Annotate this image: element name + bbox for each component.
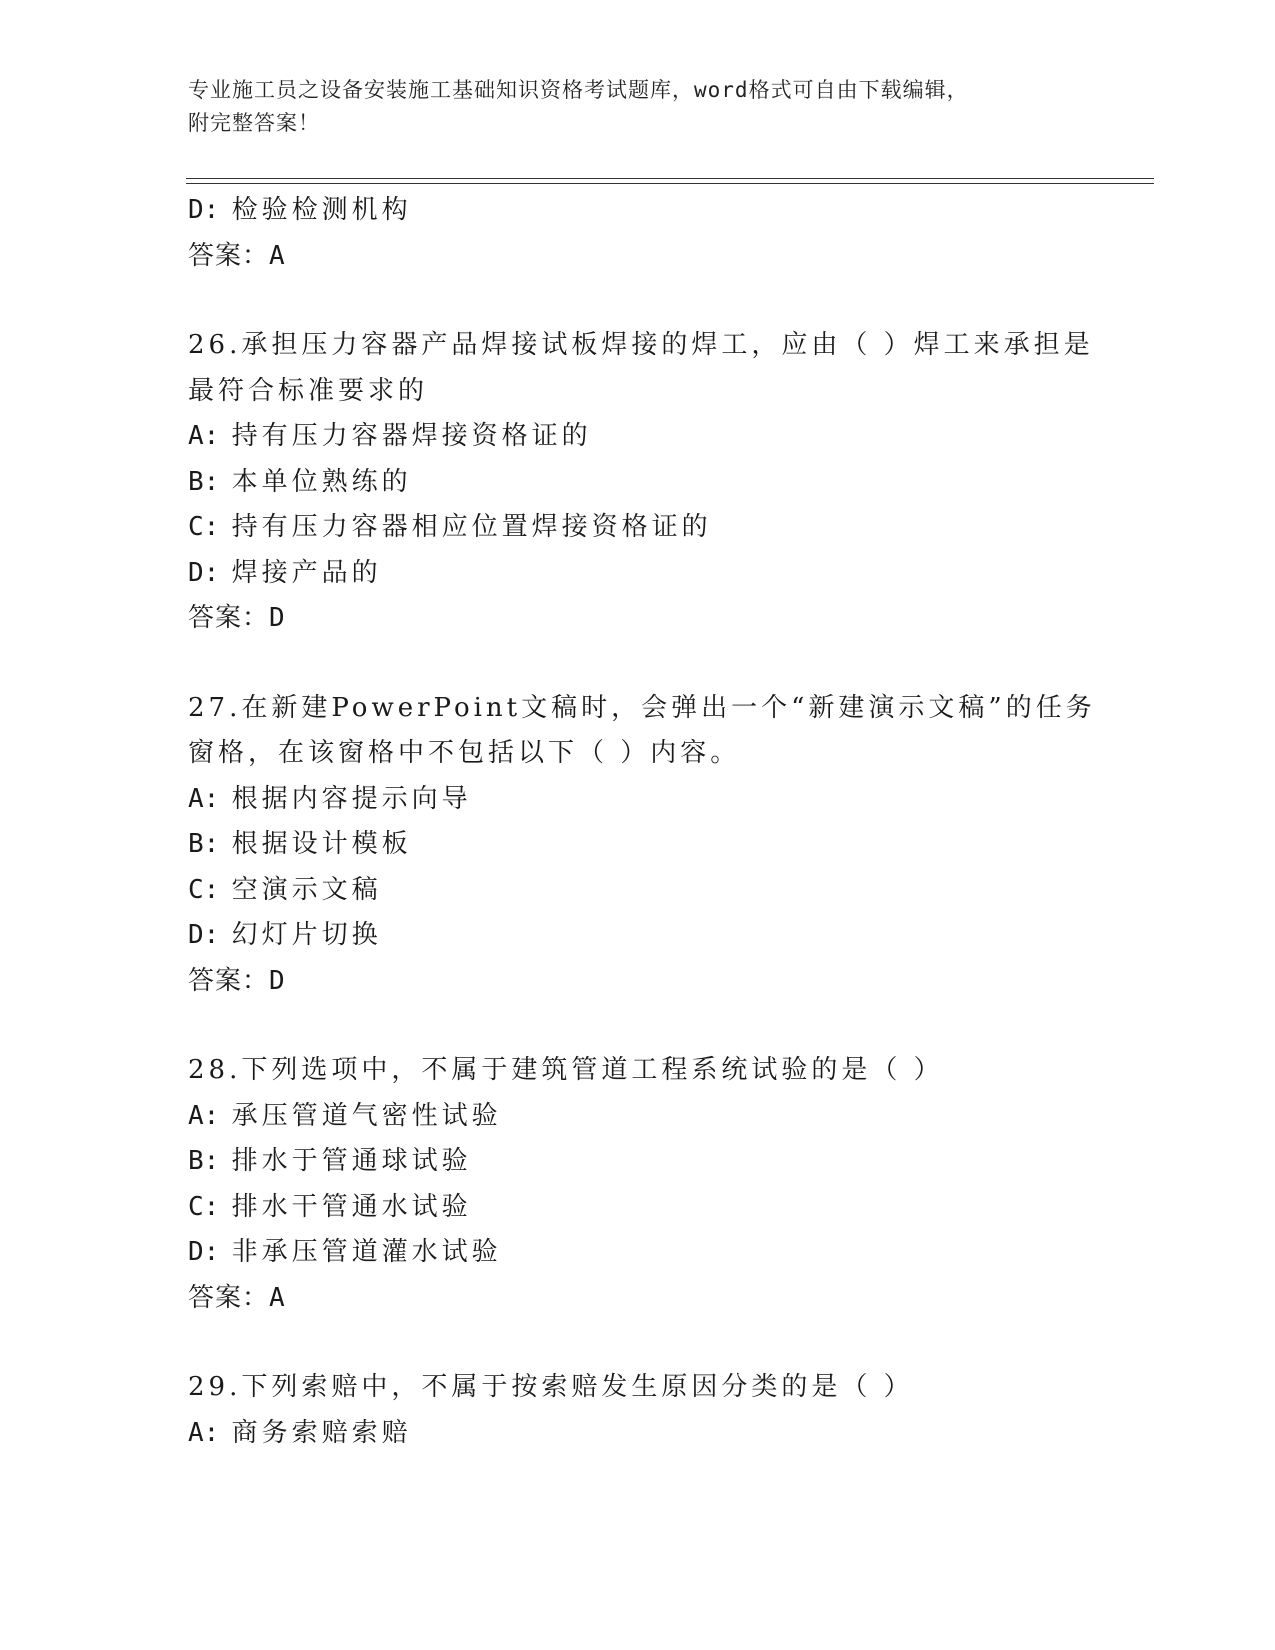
option-b (188, 822, 1088, 868)
option-label: C: (188, 512, 220, 542)
option-a (188, 1411, 1088, 1457)
header-line-1: 专业施工员之设备安装施工基础知识资格考试题库，word格式可自由下载编辑， (188, 78, 969, 102)
option-label: B: (188, 466, 220, 497)
answer-value: D (269, 603, 286, 633)
question-stem: 29.下列索赔中，不属于按索赔发生原因分类的是（ ） (188, 1372, 914, 1402)
option-label: A: (188, 421, 220, 451)
option-text: 持有压力容器焊接资格证的 (231, 421, 592, 451)
option-label: A: (188, 1100, 220, 1131)
answer-value: A (269, 1282, 286, 1313)
answer-label: 答案： (188, 965, 270, 996)
answer-label: 答案： (188, 1282, 270, 1313)
option-text: 检验检测机构 (231, 195, 412, 225)
answer-line (188, 234, 1088, 280)
spacer (188, 1321, 1088, 1365)
answer-value: A (269, 240, 286, 271)
header-rule-bottom (186, 183, 1154, 184)
option-label: D: (188, 195, 220, 225)
option-text: 本单位熟练的 (231, 466, 412, 497)
option-label: D: (188, 1237, 220, 1267)
option-d (188, 188, 1088, 234)
option-text: 空演示文稿 (231, 874, 382, 905)
option-label: B: (188, 1146, 220, 1176)
answer-label: 答案： (188, 240, 270, 271)
option-label: B: (188, 829, 220, 859)
option-label: C: (188, 1191, 220, 1222)
header-rule-top (186, 178, 1154, 179)
question-stem-continued: 最符合标准要求的 (188, 375, 429, 406)
option-d (188, 1230, 1088, 1276)
spacer (188, 642, 1088, 686)
option-label: C: (188, 874, 220, 905)
page-header (188, 74, 1068, 140)
option-text: 非承压管道灌水试验 (231, 1237, 502, 1267)
option-label: D: (188, 557, 220, 588)
option-text: 持有压力容器相应位置焊接资格证的 (231, 512, 712, 542)
option-text: 排水于管通球试验 (231, 1146, 472, 1176)
option-label: A: (188, 1417, 220, 1448)
answer-line (188, 1276, 1088, 1322)
question-stem-continued: 窗格，在该窗格中不包括以下（ ）内容。 (188, 738, 741, 768)
option-text: 排水干管通水试验 (231, 1191, 472, 1222)
spacer (188, 1004, 1088, 1048)
question-stem: 26.承担压力容器产品焊接试板焊接的焊工，应由（ ）焊工来承担是 (188, 330, 1094, 360)
option-label: D: (188, 920, 220, 950)
option-text: 根据内容提示向导 (231, 783, 472, 814)
option-text: 商务索赔索赔 (231, 1417, 412, 1448)
answer-label: 答案： (188, 603, 270, 633)
option-label: A: (188, 783, 220, 814)
option-a (188, 414, 1088, 460)
answer-line (188, 959, 1088, 1005)
option-text: 焊接产品的 (231, 557, 382, 588)
answer-line (188, 596, 1088, 642)
option-d (188, 551, 1088, 597)
option-c (188, 868, 1088, 914)
option-text: 幻灯片切换 (231, 920, 382, 950)
spacer (188, 279, 1088, 323)
question-stem: 28.下列选项中，不属于建筑管道工程系统试验的是（ ） (188, 1055, 944, 1085)
option-c (188, 1185, 1088, 1231)
option-text: 根据设计模板 (231, 829, 412, 859)
option-a (188, 777, 1088, 823)
option-b (188, 460, 1088, 506)
question-list (188, 188, 1096, 1456)
option-c (188, 505, 1088, 551)
question-stem: 27.在新建PowerPoint文稿时，会弹出一个“新建演示文稿”的任务 (188, 692, 1096, 723)
option-b (188, 1139, 1088, 1185)
header-line-2: 附完整答案！ (188, 111, 320, 135)
option-a (188, 1094, 1088, 1140)
option-d (188, 913, 1088, 959)
answer-value: D (269, 965, 286, 996)
option-text: 承压管道气密性试验 (231, 1100, 502, 1131)
